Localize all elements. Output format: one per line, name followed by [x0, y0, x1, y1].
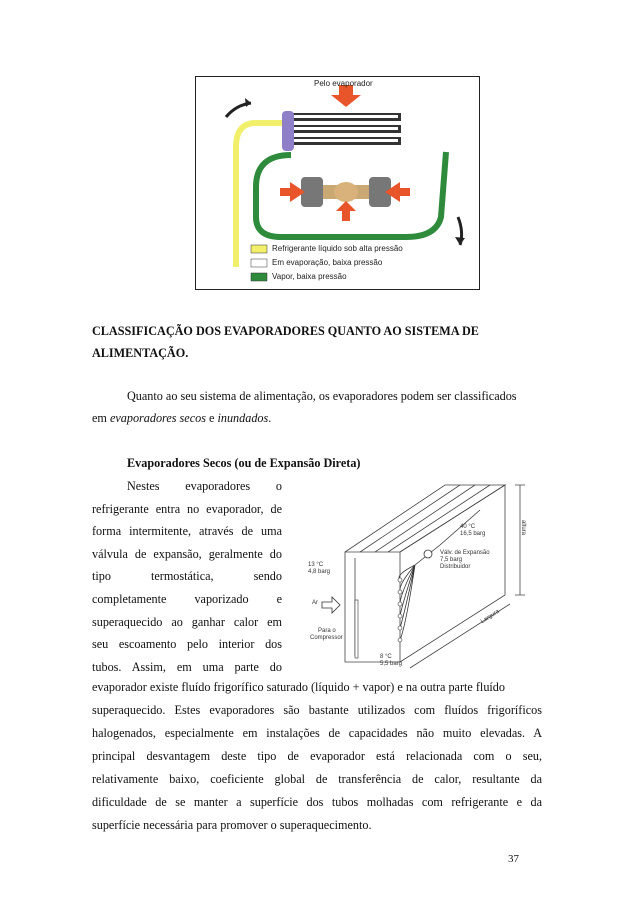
paragraph-2-full-line: principal desvantagem deste tipo de evaporador está relacionada com o seu, — [92, 749, 542, 763]
outlet-temperature: 40 °C — [460, 524, 476, 530]
paragraph-2-line: superaquecido ao ganhar calor em — [92, 614, 282, 629]
paragraph-2-line: tubos. Assim, em uma parte do — [92, 659, 282, 674]
legend-label-vapor: Vapor, baixa pressão — [272, 272, 347, 281]
paragraph-1-line2 — [92, 409, 542, 427]
air-flow-arrow-icon — [322, 597, 340, 613]
inlet-temperature: 13 °C — [308, 562, 324, 568]
valve-pressure: 7,5 barg — [440, 557, 463, 563]
paragraph-2-line: Nestes evaporadores o — [127, 479, 282, 493]
paragraph-2-full-line: superaquecido. Estes evaporadores são bastante utilizados com fluídos frigoríficos — [92, 703, 542, 717]
paragraph-2-full-line: dificuldade de se manter a superfície dos tubos molhadas com refrigerante e da — [92, 795, 542, 809]
evaporator-flow-figure — [195, 76, 480, 290]
paragraph-2-full-line: relativamente baixo, coeficiente global de transferência de calor, resultante da — [92, 772, 542, 786]
figure-title: Pelo evaporador — [314, 79, 373, 88]
height-label: altura — [520, 520, 526, 536]
paragraph-2-full-line-last: superfície necessária para promover o superaquecimento. — [92, 818, 372, 832]
subheading-dry-evaporators: Evaporadores Secos (ou de Expansão Direta) — [127, 456, 361, 470]
paragraph-2-wrapped — [92, 476, 282, 679]
legend-swatch-liquid — [251, 245, 267, 253]
length-label: Largura — [480, 608, 501, 626]
suction-line — [355, 600, 358, 658]
outlet-pressure: 16,5 barg — [460, 531, 486, 537]
paragraph-1-prefix: em — [92, 411, 110, 425]
paragraph-2-full-line: evaporador existe fluído frigorífico saturado (líquido + vapor) e na outra parte fluído — [92, 680, 505, 694]
legend-swatch-evaporating — [251, 259, 267, 267]
air-arrow-bottom — [336, 201, 356, 221]
paragraph-2-full-line: halogenados, especialmente em instalações de capacidades não muito elevadas. A — [92, 726, 542, 740]
air-label: Ar — [312, 600, 318, 606]
paragraph-2-line: refrigerante entra no evaporador, de — [92, 501, 282, 516]
paragraph-2-line: completamente vaporizado e — [92, 591, 282, 606]
section-heading — [92, 320, 542, 364]
legend-swatch-vapor — [251, 273, 267, 281]
paragraph-1-end: . — [268, 411, 272, 425]
evaporator-coil — [282, 111, 401, 151]
legend-label-evaporating: Em evaporação, baixa pressão — [272, 258, 383, 267]
section-heading-line1: CLASSIFICAÇÃO DOS EVAPORADORES QUANTO AO SISTEMA DE — [92, 324, 479, 338]
paragraph-1-line1: Quanto ao seu sistema de alimentação, os evaporadores podem ser classificados — [127, 389, 517, 403]
term-flooded: inundados — [217, 411, 269, 425]
legend-label-liquid: Refrigerante líquido sob alta pressão — [272, 244, 403, 253]
term-dry-evaporators: evaporadores secos — [109, 411, 206, 425]
evaporator-box — [345, 485, 525, 668]
section-heading-line2: ALIMENTAÇÃO. — [92, 346, 189, 360]
page-number: 37 — [508, 853, 519, 865]
inlet-pressure: 4,8 barg — [308, 569, 331, 575]
distributor-label: Distribuidor — [440, 564, 471, 570]
paragraph-2-line: seu escoamento pelo interior dos — [92, 637, 282, 652]
bottom-temperature: 8 °C — [380, 654, 392, 660]
paragraph-2-line: forma intermitente, através de uma — [92, 524, 282, 539]
bottom-pressure: 5,5 barg — [380, 661, 403, 667]
valve-label: Válv. de Expansão — [440, 550, 490, 556]
paragraph-2-line: válvula de expansão, geralmente do — [92, 546, 282, 561]
paragraph-2-line: tipo termostática, sendo — [92, 569, 282, 584]
compressor-label-2: Compressor — [310, 635, 343, 641]
dry-evaporator-figure — [300, 480, 550, 670]
paragraph-1-conj: e — [205, 411, 218, 425]
compressor-label-1: Para o — [318, 628, 336, 634]
expansion-valve-icon — [424, 550, 432, 558]
